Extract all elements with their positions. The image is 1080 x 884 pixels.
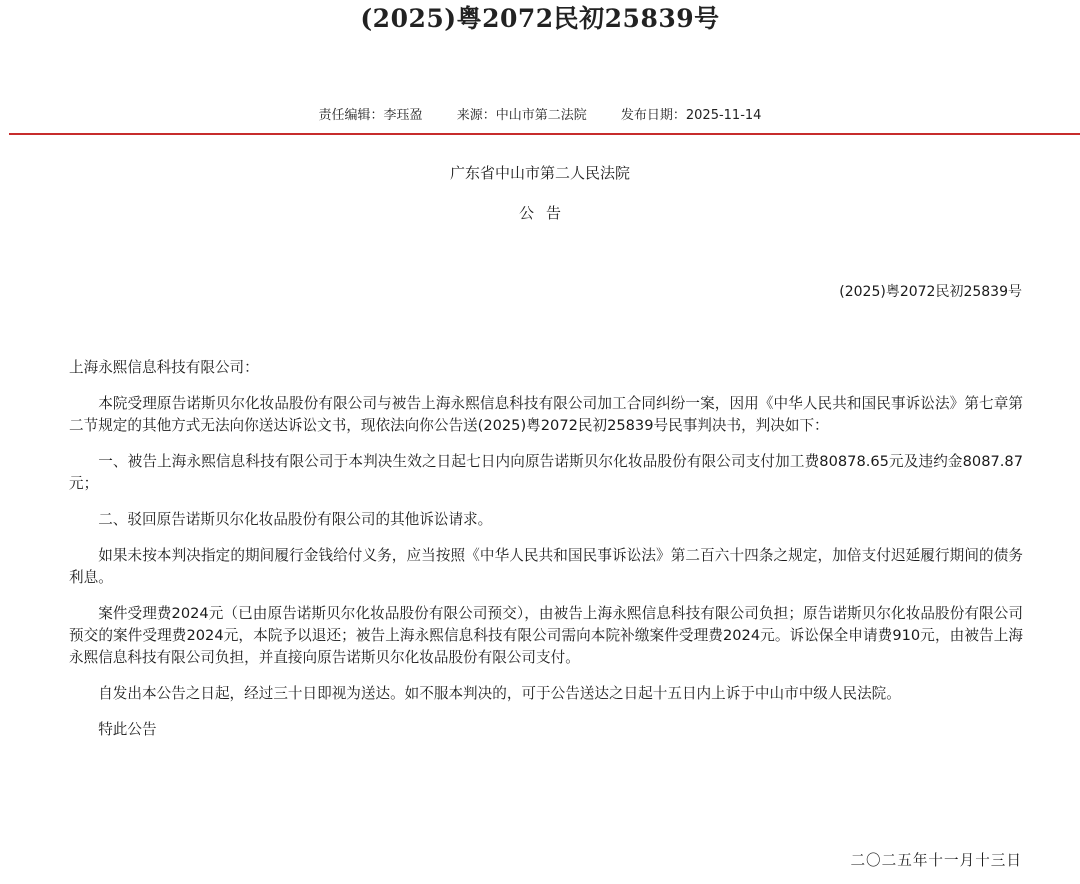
date-meta [621,106,762,126]
paragraph-intro: 本院受理原告诺斯贝尔化妆品股份有限公司与被告上海永熙信息科技有限公司加工合同纠纷一案，因用《中华人民共和国民事诉讼法》第七章第二节规定的其他方式无法向你送达诉讼文书，现依法向你公告送(2025)粤2072民初25839号民事判决书，判决如下： [69,395,1023,434]
paragraph-service: 自发出本公告之日起，经过三十日即视为送达。如不服本判决的，可于公告送达之日起十五日内上诉于中山市中级人民法院。 [98,685,901,702]
court-name: 广东省中山市第二人民法院 [449,164,630,182]
case-number: (2025)粤2072民初25839号 [839,284,1022,300]
source-meta [457,106,587,126]
paragraph-late-payment: 如果未按本判决指定的期间履行金钱给付义务，应当按照《中华人民共和国民事诉讼法》第二百六十四条之规定，加倍支付迟延履行期间的债务利息。 [69,547,1023,586]
editor-meta [319,106,423,126]
paragraph-fees: 案件受理费2024元（已由原告诺斯贝尔化妆品股份有限公司预交），由被告上海永熙信息科技有限公司负担；原告诺斯贝尔化妆品股份有限公司预交的案件受理费2024元，本院予以退还；被告上海永熙信息科技有限公司需向本院补缴案件受理费2024元。诉讼保全申请费910元，由被告上海永熙信息科技有限公司负担，并直接向原告诺斯贝尔化妆品股份有限公司支付。 [69,605,1023,666]
paragraph-judgment-2: 二、驳回原告诺斯贝尔化妆品股份有限公司的其他诉讼请求。 [98,511,493,528]
paragraph-closing: 特此公告 [98,721,157,738]
page-title: (2025)粤2072民初25839号 [360,4,720,33]
source-label: 来源： [456,108,496,123]
editor-label: 责任编辑： [318,108,384,123]
header-divider [9,133,1080,135]
article-meta [0,106,1080,126]
publish-date: 2025-11-14 [685,108,762,123]
notice-heading: 公告 [518,204,573,222]
date-label: 发布日期： [620,108,686,123]
notice-body [69,357,1023,755]
signature-date: 二〇二五年十一月十三日 [850,852,1022,869]
paragraph-judgment-1: 一、被告上海永熙信息科技有限公司于本判决生效之日起七日内向原告诺斯贝尔化妆品股份有限公司支付加工费80878.65元及违约金8087.87元； [69,453,1023,492]
source-name: 中山市第二法院 [495,108,587,123]
editor-name: 李珏盈 [383,108,423,123]
addressee: 上海永熙信息科技有限公司： [69,359,259,376]
